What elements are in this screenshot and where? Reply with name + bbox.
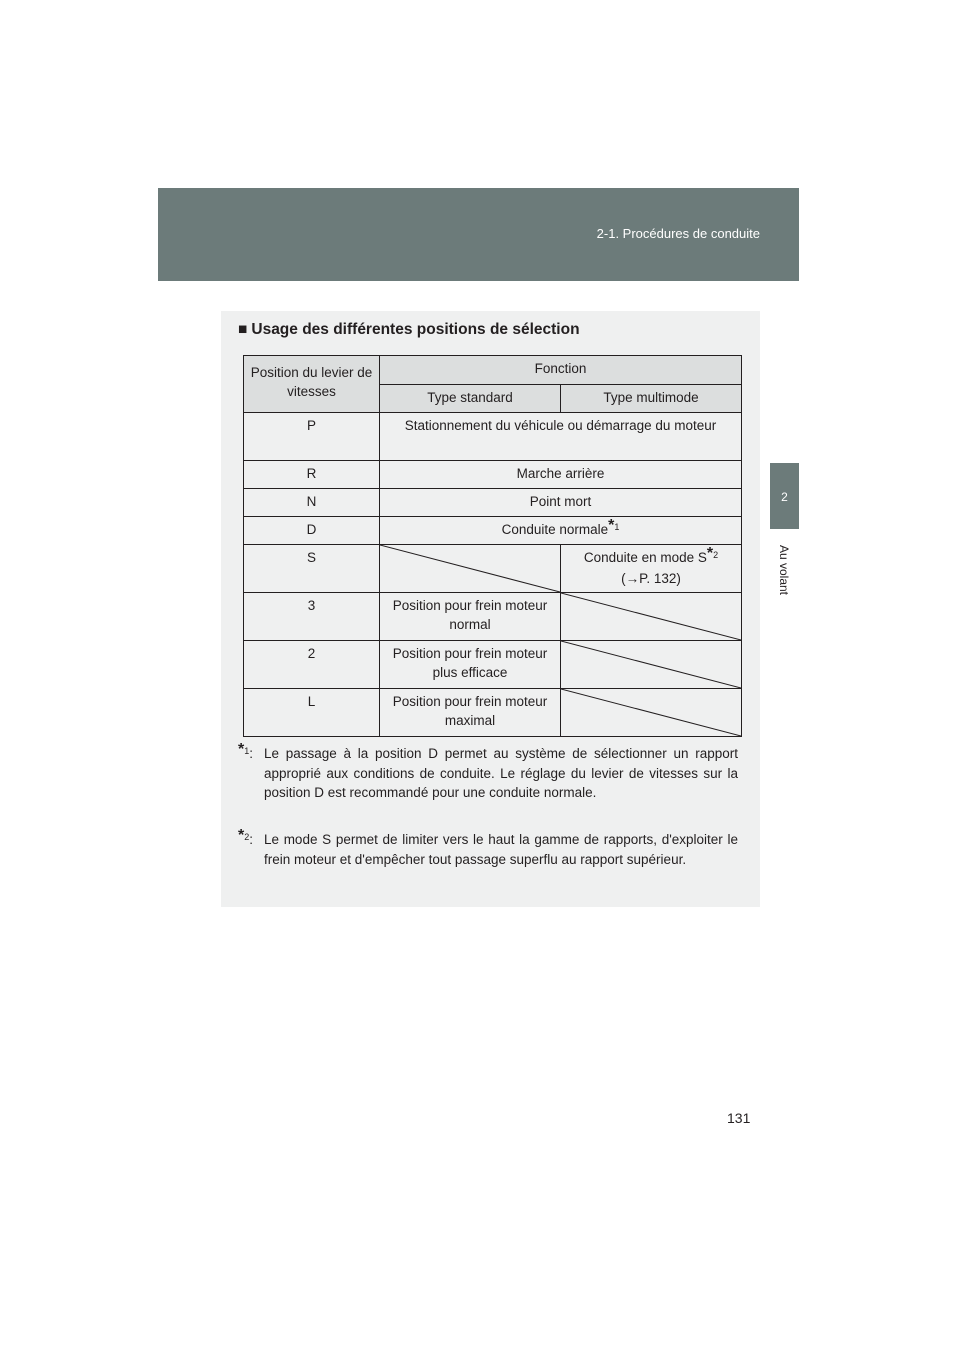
table-row [244, 413, 742, 461]
table-row [244, 517, 742, 545]
chapter-label: Au volant [777, 544, 791, 596]
table-row [244, 641, 742, 689]
position-cell: S [244, 545, 380, 593]
square-bullet-icon: ■ [238, 321, 248, 338]
function-cell: Stationnement du véhicule ou démarrage du moteur [380, 413, 742, 461]
footnote-text: Le passage à la position D permet au système de sélectionner un rapport approprié aux conditions de conduite. Le réglage du levier de vitesses sur la position D est recommandé pour une conduite normale. [264, 746, 738, 800]
footnote-ref: 2 [713, 550, 719, 560]
table-row [244, 593, 742, 641]
footnote-ref: 1 [614, 522, 620, 532]
page-number: 131 [727, 1110, 751, 1126]
footnote-text: Le mode S permet de limiter vers le haut la gamme de rapports, d'exploiter le frein moteur et d'empêcher tout passage superflu au rapport supérieur. [264, 832, 738, 867]
position-cell: P [244, 413, 380, 461]
table-row [244, 461, 742, 489]
table-row [244, 489, 742, 517]
function-cell: Position pour frein moteur plus efficace [380, 641, 561, 689]
position-cell: L [244, 689, 380, 737]
position-cell: 2 [244, 641, 380, 689]
function-cell: Conduite normale$^{*1}$ [380, 517, 742, 545]
not-applicable-cell [561, 593, 742, 641]
function-text: Conduite en mode S [583, 550, 707, 565]
header-position: Position du levier de vitesses [244, 356, 380, 413]
function-cell: Conduite en mode $S^{*2}$ (→P. 132) [561, 545, 742, 593]
function-cell: Point mort [380, 489, 742, 517]
function-cell: Marche arrière [380, 461, 742, 489]
chapter-number: 2 [781, 490, 788, 504]
footnote-2: $^{*2}$: Le mode S permet de limiter vers le haut la gamme de rapports, d'exploiter le frein moteur et d'empêcher tout passage superflu au rapport supérieur. [238, 830, 738, 869]
section-title [238, 321, 580, 339]
header-function: Fonction [380, 356, 742, 385]
not-applicable-cell [561, 689, 742, 737]
section-title-text: Usage des différentes positions de sélection [251, 321, 580, 338]
header-multimode: Type multimode [561, 385, 742, 413]
position-cell: 3 [244, 593, 380, 641]
footnote-1: $^{*1}$: Le passage à la position D permet au système de sélectionner un rapport approprié aux conditions de conduite. Le réglage du levier de vitesses sur la position D est recommandé pour une conduite normale. [238, 744, 738, 803]
footnote-number: 2 [244, 832, 250, 842]
not-applicable-cell [561, 641, 742, 689]
section-header: 2-1. Procédures de conduite [596, 226, 760, 241]
table-row [244, 689, 742, 737]
position-cell: N [244, 489, 380, 517]
footnote-number: 1 [244, 746, 250, 756]
page-reference: (→P. 132) [621, 571, 681, 586]
function-cell: Position pour frein moteur maximal [380, 689, 561, 737]
not-applicable-cell [380, 545, 561, 593]
gear-position-table [243, 355, 742, 737]
footnote-star: * [238, 741, 245, 758]
position-cell: R [244, 461, 380, 489]
footnote-star: * [238, 827, 245, 844]
function-text: Conduite normale [501, 522, 609, 537]
function-cell: Position pour frein moteur normal [380, 593, 561, 641]
table-row [244, 545, 742, 593]
header-standard: Type standard [380, 385, 561, 413]
position-cell: D [244, 517, 380, 545]
